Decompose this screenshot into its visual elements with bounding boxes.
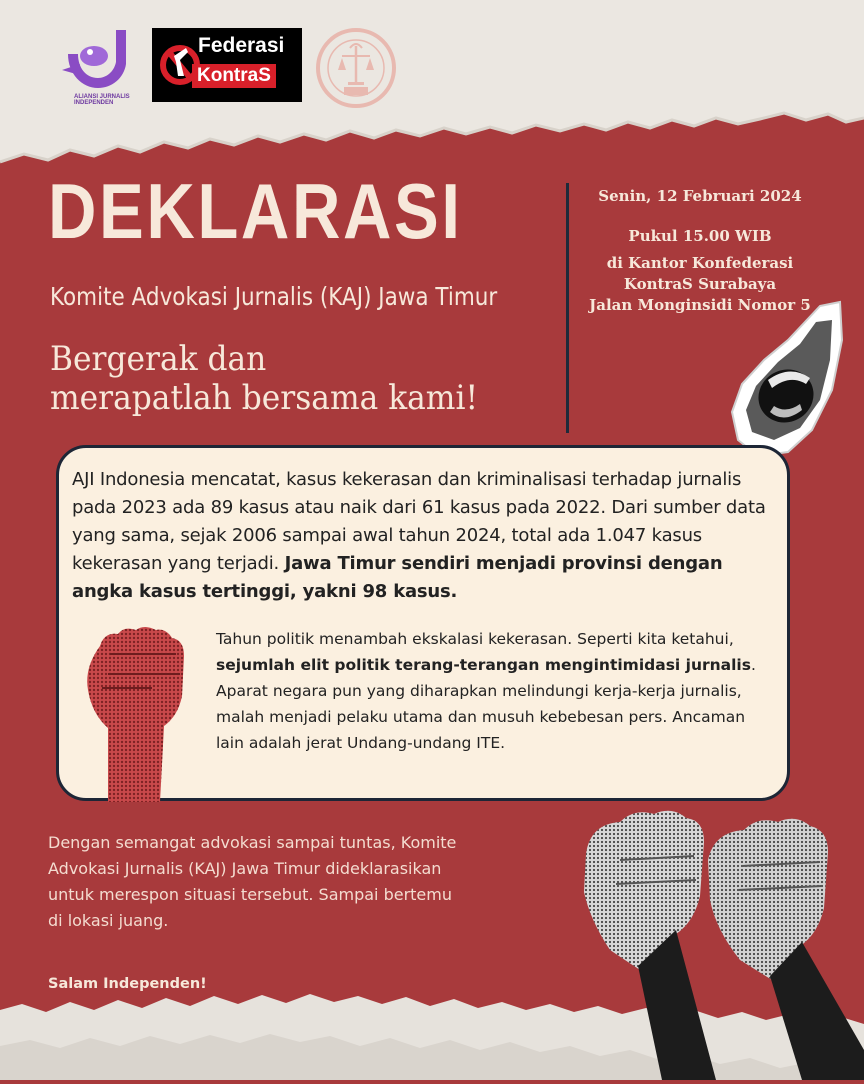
card-paragraph-1-bold: Jawa Timur sendiri menjadi provinsi dengan angka kasus tertinggi, yakni 98 kasus. xyxy=(72,553,723,602)
event-location-line-3: Jalan Monginsidi Nomor 5 xyxy=(589,296,811,314)
closing-salam: Salam Independen! xyxy=(48,976,207,992)
vertical-divider xyxy=(566,183,569,433)
event-location-line-1: di Kantor Konfederasi xyxy=(606,254,794,272)
page-title: DEKLARASI xyxy=(48,167,463,255)
card-paragraph-2 xyxy=(216,626,776,756)
aji-logo xyxy=(54,26,138,106)
kontras-logo xyxy=(152,28,302,102)
card-paragraph-1-text: AJI Indonesia mencatat, kasus kekerasan dan kriminalisasi terhadap jurnalis pada 2023 ada 89 kasus atau naik dari 61 kasus pada 2022. Dari sumber data yang sama, sejak 2006 sampai awal tahun 2024, total ada 1.047 kasus kekerasan yang terjadi. xyxy=(72,469,766,574)
tagline-line-1: Bergerak dan xyxy=(50,339,267,379)
raised-fists-image xyxy=(576,800,864,1080)
tagline xyxy=(50,340,478,418)
kontras-word-federasi: Federasi xyxy=(198,34,285,57)
tagline-line-2: merapatlah bersama kami! xyxy=(50,378,479,419)
event-location-line-2: KontraS Surabaya xyxy=(623,275,777,293)
card-paragraph-2-end: . Aparat negara pun yang diharapkan melindungi kerja-kerja jurnalis, malah menjadi pelaku utama dan musuh kebebesan pers. Ancaman lain adalah jerat Undang-undang ITE. xyxy=(216,656,756,752)
card-paragraph-2-start: Tahun politik menambah ekskalasi kekerasan. Seperti kita ketahui, xyxy=(216,630,734,648)
card-paragraph-2-bold: sejumlah elit politik terang-terangan mengintimidasi jurnalis xyxy=(216,656,751,674)
lbh-lentera-logo xyxy=(314,26,398,110)
raised-fist-image xyxy=(80,624,200,802)
card-paragraph-1 xyxy=(72,466,782,606)
event-time: Pukul 15.00 WIB xyxy=(628,227,772,245)
event-date: Senin, 12 Februari 2024 xyxy=(598,187,802,205)
closing-text: Dengan semangat advokasi sampai tuntas, Komite Advokasi Jurnalis (KAJ) Jawa Timur dideklarasikan untuk merespon situasi tersebut. Sampai bertemu di lokasi juang. xyxy=(48,833,457,930)
page-subtitle: Komite Advokasi Jurnalis (KAJ) Jawa Timur xyxy=(50,282,498,311)
shouting-mouth-image xyxy=(728,300,848,460)
aji-lettering: ALIANSI JURNALIS INDEPENDEN xyxy=(74,94,130,106)
kontras-word-kontras: KontraS xyxy=(192,64,276,88)
